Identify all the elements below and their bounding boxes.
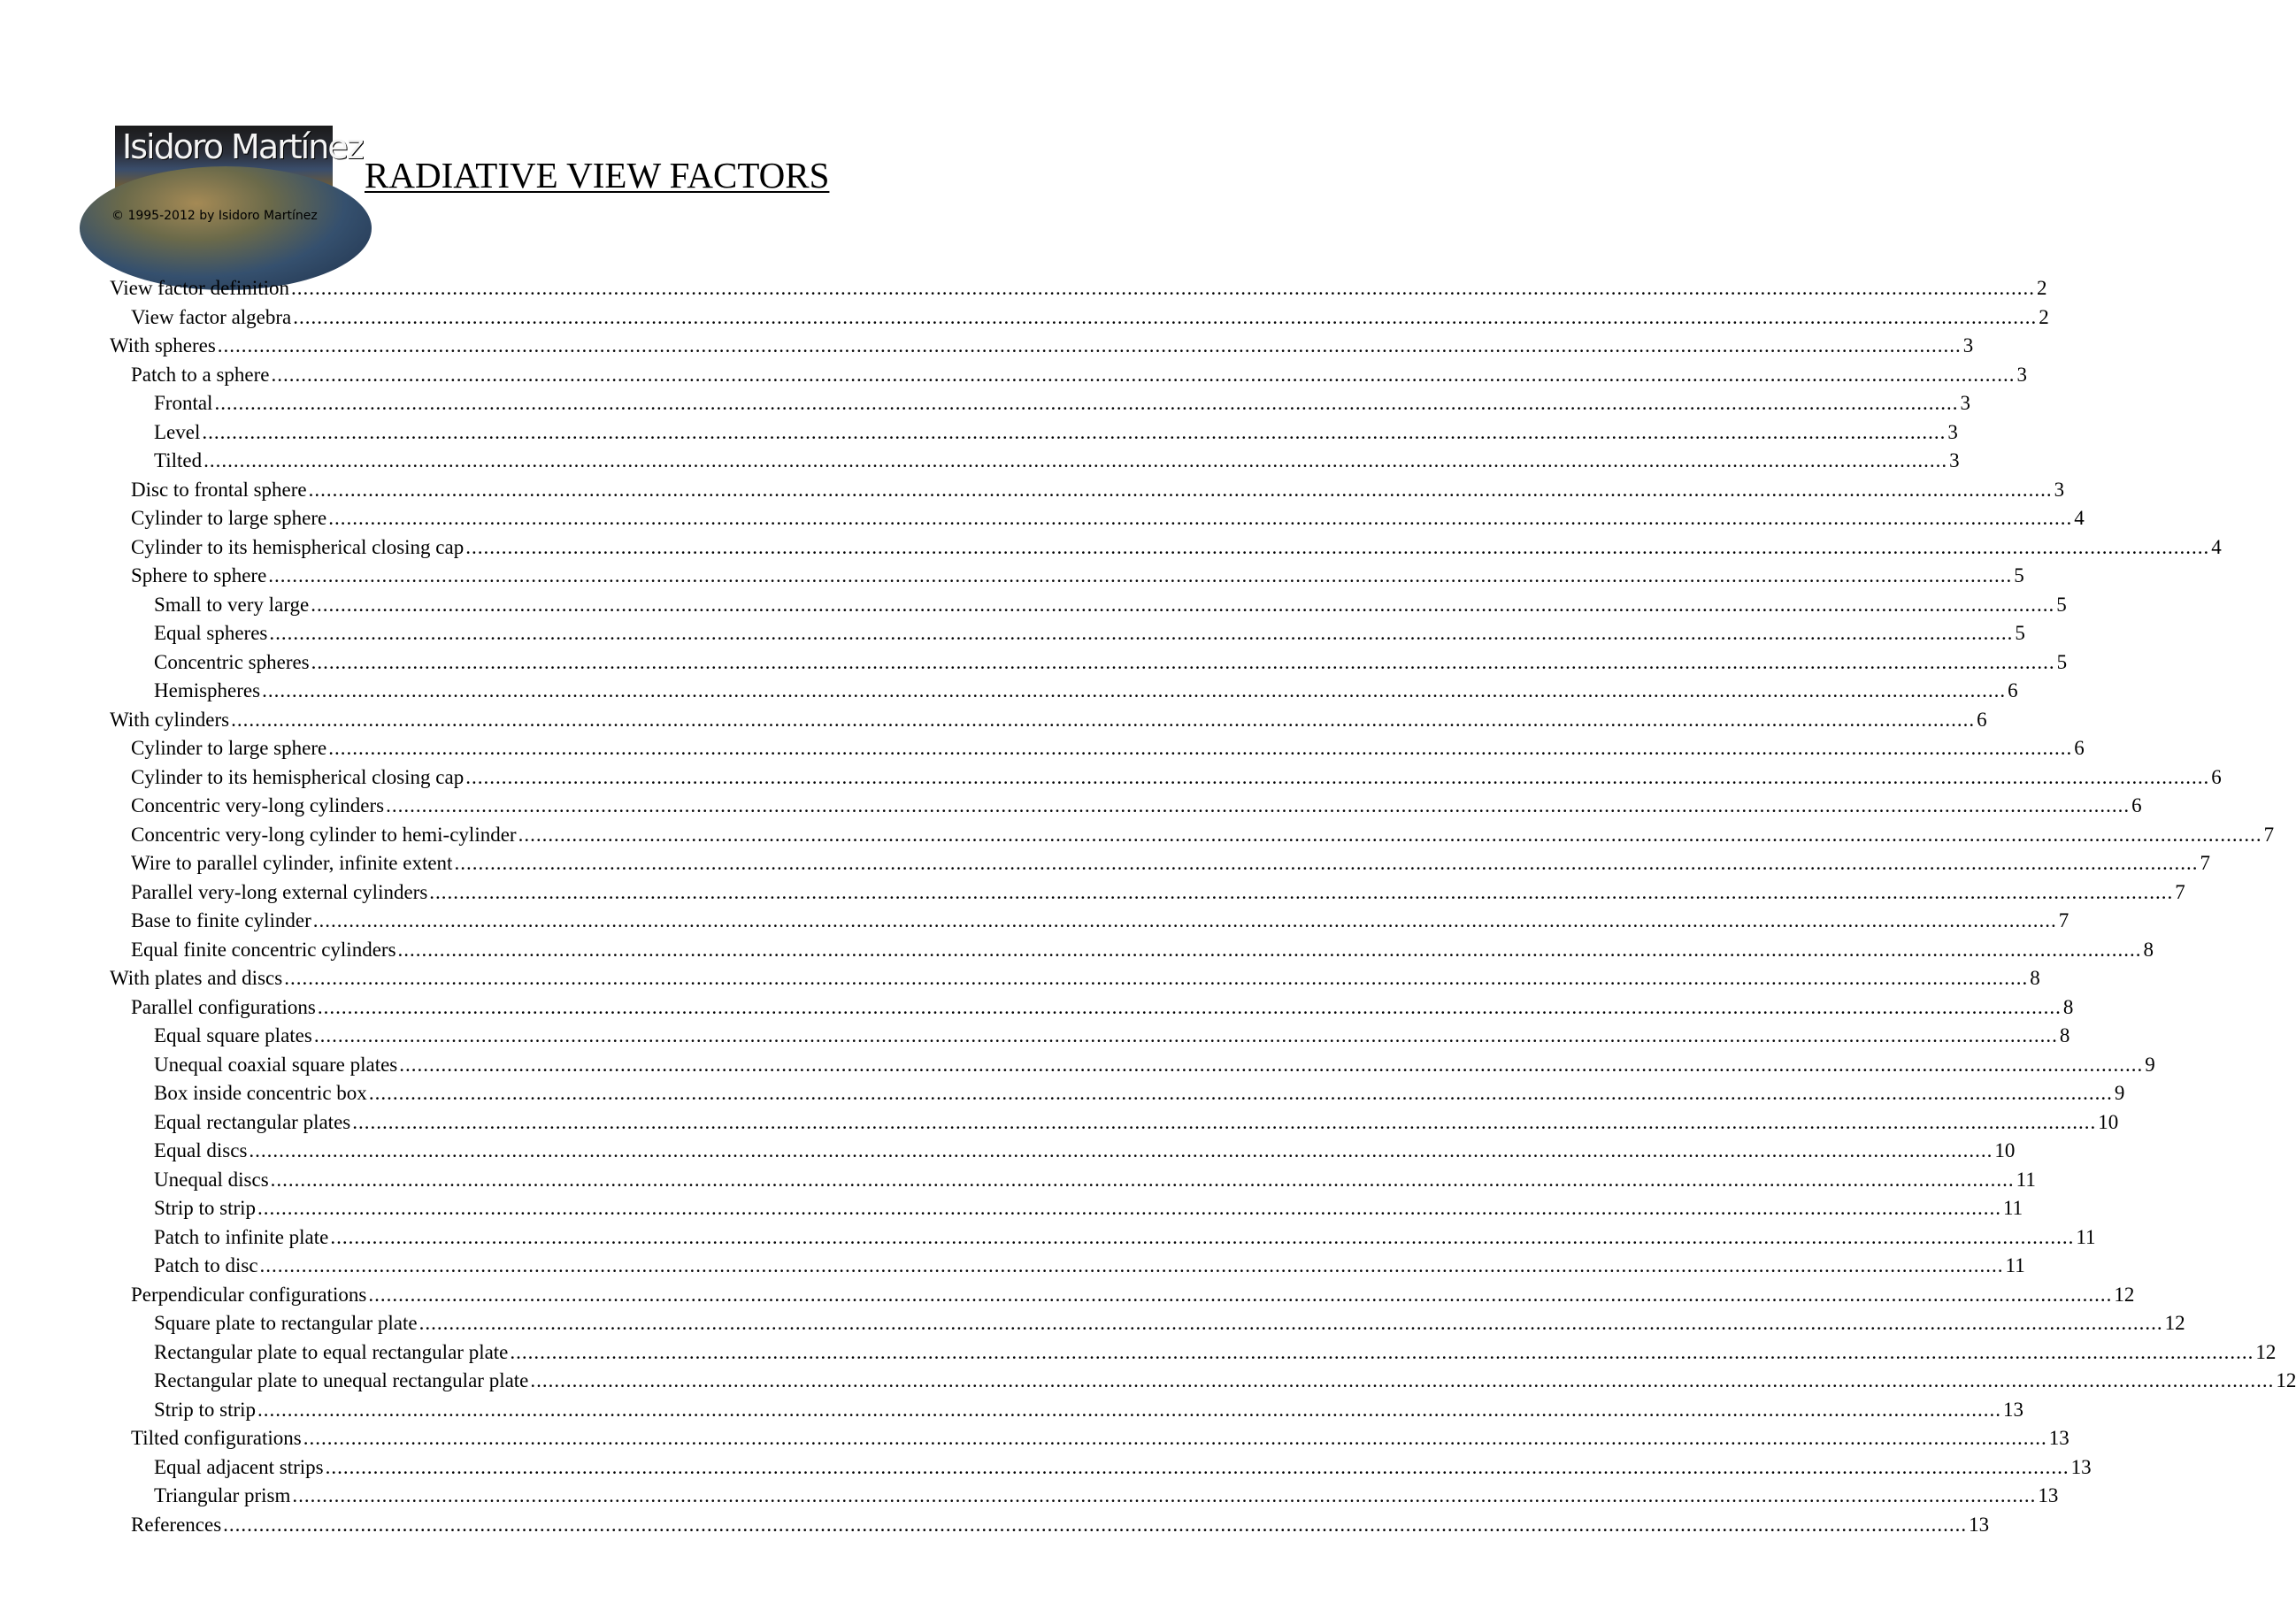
toc-entry-page-number: 12	[2114, 1283, 2135, 1306]
toc-entry[interactable]	[110, 1453, 2092, 1483]
toc-entry[interactable]	[110, 677, 2018, 706]
toc-dot-leader	[419, 1309, 2163, 1338]
toc-entry-page-number: 7	[2263, 823, 2275, 846]
toc-entry-label: Equal rectangular plates	[154, 1110, 351, 1133]
toc-entry[interactable]	[110, 476, 2065, 505]
toc-entry-page-number: 11	[2003, 1197, 2023, 1219]
toc-dot-leader	[429, 878, 2173, 908]
toc-dot-leader	[271, 361, 2015, 390]
toc-dot-leader	[313, 907, 2057, 936]
toc-entry-label: Patch to disc	[154, 1254, 258, 1276]
toc-dot-leader	[465, 763, 2209, 793]
toc-entry[interactable]	[110, 964, 2040, 993]
toc-entry-label: Small to very large	[154, 593, 310, 616]
toc-dot-leader	[284, 964, 2028, 993]
toc-dot-leader	[249, 1137, 1993, 1166]
toc-entry-page-number: 10	[1994, 1139, 2016, 1161]
toc-entry[interactable]	[110, 591, 2067, 620]
toc-entry-page-number: 3	[1962, 334, 1974, 356]
toc-entry-page-number: 8	[2059, 1024, 2070, 1046]
toc-dot-leader	[369, 1079, 2113, 1108]
toc-entry[interactable]	[110, 504, 2085, 533]
toc-entry[interactable]	[110, 1309, 2185, 1338]
toc-entry[interactable]	[110, 1338, 2277, 1368]
toc-entry-page-number: 6	[2211, 765, 2222, 788]
toc-entry-page-number: 6	[2131, 794, 2142, 816]
toc-entry[interactable]	[110, 763, 2222, 793]
toc-entry-label: View factor algebra	[131, 305, 292, 328]
toc-entry[interactable]	[110, 706, 1987, 735]
toc-entry-page-number: 7	[2058, 909, 2069, 931]
toc-entry-page-number: 12	[2276, 1369, 2296, 1391]
toc-entry-label: Patch to a sphere	[131, 363, 270, 386]
toc-entry-page-number: 9	[2114, 1082, 2125, 1104]
toc-entry-page-number: 8	[2062, 995, 2074, 1018]
toc-entry-page-number: 4	[2211, 535, 2222, 558]
earth-graphic	[80, 166, 372, 290]
toc-entry-label: Hemispheres	[154, 679, 261, 701]
toc-entry-label: Base to finite cylinder	[131, 909, 311, 931]
toc-entry-label: Sphere to sphere	[131, 564, 267, 586]
toc-entry-label: Parallel configurations	[131, 995, 316, 1018]
toc-entry-page-number: 13	[2038, 1484, 2059, 1506]
toc-entry-label: Wire to parallel cylinder, infinite extent	[131, 852, 453, 874]
toc-entry[interactable]	[110, 648, 2068, 678]
toc-entry[interactable]	[110, 361, 2027, 390]
toc-dot-leader	[330, 1223, 2074, 1253]
toc-entry-page-number: 10	[2098, 1110, 2119, 1133]
toc-entry[interactable]	[110, 303, 2049, 333]
toc-entry-page-number: 3	[2054, 478, 2065, 501]
toc-dot-leader	[311, 648, 2055, 678]
toc-dot-leader	[269, 619, 2013, 648]
toc-dot-leader	[292, 1482, 2036, 1511]
toc-entry-label: Cylinder to large sphere	[131, 507, 327, 529]
toc-entry-page-number: 9	[2145, 1053, 2155, 1076]
toc-entry-page-number: 5	[2014, 564, 2024, 586]
toc-entry-label: Equal adjacent strips	[154, 1455, 324, 1478]
toc-entry-label: Cylinder to its hemispherical closing cap	[131, 765, 465, 788]
toc-entry-label: References	[131, 1513, 222, 1536]
toc-entry[interactable]	[110, 936, 2154, 965]
toc-entry[interactable]	[110, 1022, 2070, 1051]
toc-entry[interactable]	[110, 1252, 2025, 1281]
toc-entry-label: Square plate to rectangular plate	[154, 1312, 418, 1334]
toc-entry[interactable]	[110, 562, 2024, 591]
toc-entry-page-number: 2	[2037, 277, 2047, 299]
toc-entry-label: Tilted	[154, 449, 203, 471]
toc-entry[interactable]	[110, 332, 1974, 361]
toc-dot-leader	[318, 993, 2062, 1023]
toc-entry-page-number: 11	[2076, 1225, 2096, 1248]
toc-entry-label: Rectangular plate to unequal rectangular plate	[154, 1369, 529, 1391]
toc-entry[interactable]	[110, 1511, 1990, 1540]
toc-entry-label: Unequal coaxial square plates	[154, 1053, 398, 1076]
toc-entry-label: Disc to frontal sphere	[131, 478, 307, 501]
toc-entry[interactable]	[110, 533, 2222, 563]
toc-entry[interactable]	[110, 447, 1960, 476]
toc-entry-label: Tilted configurations	[131, 1427, 302, 1449]
toc-entry-page-number: 6	[1977, 708, 1987, 731]
toc-entry-page-number: 12	[2255, 1340, 2277, 1363]
copyright-notice: © 1995-2012 by Isidoro Martínez	[111, 209, 318, 223]
toc-entry-label: View factor definition	[110, 277, 289, 299]
toc-dot-leader	[223, 1511, 1967, 1540]
toc-entry-label: Strip to strip	[154, 1398, 257, 1421]
toc-entry-page-number: 5	[2015, 622, 2025, 644]
toc-entry-page-number: 11	[2005, 1254, 2025, 1276]
toc-dot-leader	[530, 1367, 2274, 1396]
toc-dot-leader	[399, 1051, 2143, 1080]
toc-dot-leader	[314, 1022, 2058, 1051]
toc-entry[interactable]	[110, 993, 2074, 1023]
toc-entry-label: Concentric very-long cylinder to hemi-cylinder	[131, 823, 517, 846]
toc-entry-label: Cylinder to its hemispherical closing cap	[131, 535, 465, 558]
toc-entry-label: Equal square plates	[154, 1024, 312, 1046]
toc-dot-leader	[303, 1424, 2047, 1453]
toc-entry-label: Level	[154, 420, 201, 443]
toc-dot-leader	[271, 1166, 2015, 1195]
toc-entry[interactable]	[110, 619, 2025, 648]
toc-entry[interactable]	[110, 1137, 2016, 1166]
toc-entry[interactable]	[110, 1367, 2296, 1396]
toc-dot-leader	[326, 1453, 2069, 1483]
toc-entry-label: With cylinders	[110, 708, 230, 731]
toc-dot-leader	[510, 1338, 2254, 1368]
toc-entry-label: Concentric very-long cylinders	[131, 794, 385, 816]
toc-entry[interactable]	[110, 1482, 2059, 1511]
toc-entry-page-number: 11	[2016, 1168, 2036, 1191]
toc-entry-page-number: 13	[1969, 1513, 1990, 1536]
toc-entry[interactable]	[110, 274, 2047, 303]
toc-entry-page-number: 3	[1949, 449, 1960, 471]
toc-entry[interactable]	[110, 1166, 2036, 1195]
toc-dot-leader	[291, 274, 2035, 303]
toc-entry-page-number: 5	[2056, 593, 2067, 616]
author-logo	[111, 126, 363, 228]
toc-entry[interactable]	[110, 907, 2069, 936]
toc-dot-leader	[257, 1194, 2001, 1223]
toc-dot-leader	[454, 849, 2198, 878]
toc-entry-label: With spheres	[110, 334, 216, 356]
toc-dot-leader	[214, 389, 1958, 418]
toc-entry-page-number: 4	[2074, 507, 2085, 529]
toc-entry-label: Unequal discs	[154, 1168, 269, 1191]
toc-entry[interactable]	[110, 1108, 2119, 1138]
toc-entry-page-number: 7	[2200, 852, 2210, 874]
toc-entry-page-number: 7	[2175, 880, 2185, 903]
toc-dot-leader	[262, 677, 2006, 706]
toc-dot-leader	[309, 476, 2053, 505]
toc-entry-label: Cylinder to large sphere	[131, 737, 327, 759]
toc-dot-leader	[203, 447, 1947, 476]
toc-entry[interactable]	[110, 418, 1958, 448]
toc-entry[interactable]	[110, 792, 2142, 821]
logo-text: Isidoro Martínez	[122, 127, 363, 166]
toc-entry[interactable]	[110, 1051, 2155, 1080]
toc-dot-leader	[202, 418, 1946, 448]
toc-dot-leader	[293, 303, 2037, 333]
toc-entry[interactable]	[110, 1396, 2024, 1425]
toc-dot-leader	[368, 1281, 2112, 1310]
toc-entry-label: Equal finite concentric cylinders	[131, 938, 396, 961]
toc-entry-page-number: 8	[2143, 938, 2154, 961]
toc-entry-page-number: 8	[2030, 967, 2040, 989]
toc-entry-page-number: 3	[2016, 363, 2027, 386]
logo-image	[115, 126, 363, 205]
toc-entry[interactable]	[110, 849, 2210, 878]
toc-entry-label: Concentric spheres	[154, 650, 310, 673]
toc-dot-leader	[465, 533, 2209, 563]
toc-entry-page-number: 6	[2074, 737, 2085, 759]
toc-dot-leader	[268, 562, 2012, 591]
toc-entry-page-number: 12	[2164, 1312, 2185, 1334]
toc-entry-label: Patch to infinite plate	[154, 1225, 329, 1248]
toc-dot-leader	[257, 1396, 2001, 1425]
toc-dot-leader	[218, 332, 1962, 361]
toc-entry-label: Equal spheres	[154, 622, 268, 644]
toc-entry-page-number: 13	[2048, 1427, 2069, 1449]
toc-dot-leader	[386, 792, 2130, 821]
toc-entry-page-number: 5	[2056, 650, 2068, 673]
table-of-contents	[110, 274, 2296, 1539]
toc-entry[interactable]	[110, 1281, 2135, 1310]
toc-entry-label: Perpendicular configurations	[131, 1283, 367, 1306]
toc-entry[interactable]	[110, 1194, 2023, 1223]
toc-entry-label: Frontal	[154, 392, 213, 414]
toc-entry-label: Equal discs	[154, 1139, 248, 1161]
toc-entry-page-number: 13	[2070, 1455, 2092, 1478]
toc-dot-leader	[352, 1108, 2096, 1138]
toc-dot-leader	[328, 504, 2072, 533]
toc-dot-leader	[311, 591, 2054, 620]
toc-entry-label: Rectangular plate to equal rectangular plate	[154, 1340, 509, 1363]
toc-entry[interactable]	[110, 734, 2085, 763]
toc-entry-label: With plates and discs	[110, 967, 283, 989]
toc-entry[interactable]	[110, 1223, 2096, 1253]
toc-entry[interactable]	[110, 821, 2275, 850]
toc-dot-leader	[260, 1252, 2004, 1281]
toc-entry[interactable]	[110, 1424, 2069, 1453]
toc-entry-page-number: 3	[1960, 392, 1970, 414]
toc-entry-page-number: 13	[2003, 1398, 2024, 1421]
toc-entry-label: Parallel very-long external cylinders	[131, 880, 428, 903]
toc-dot-leader	[231, 706, 1975, 735]
toc-entry-label: Triangular prism	[154, 1484, 291, 1506]
toc-entry[interactable]	[110, 389, 1970, 418]
toc-dot-leader	[518, 821, 2262, 850]
toc-dot-leader	[328, 734, 2072, 763]
toc-entry-label: Box inside concentric box	[154, 1082, 367, 1104]
toc-entry-page-number: 3	[1947, 420, 1958, 443]
toc-entry-page-number: 2	[2039, 305, 2049, 328]
toc-entry[interactable]	[110, 878, 2185, 908]
toc-entry[interactable]	[110, 1079, 2125, 1108]
document-title: RADIATIVE VIEW FACTORS	[365, 155, 830, 195]
toc-dot-leader	[398, 936, 2142, 965]
toc-entry-label: Strip to strip	[154, 1197, 257, 1219]
toc-entry-page-number: 6	[2008, 679, 2018, 701]
